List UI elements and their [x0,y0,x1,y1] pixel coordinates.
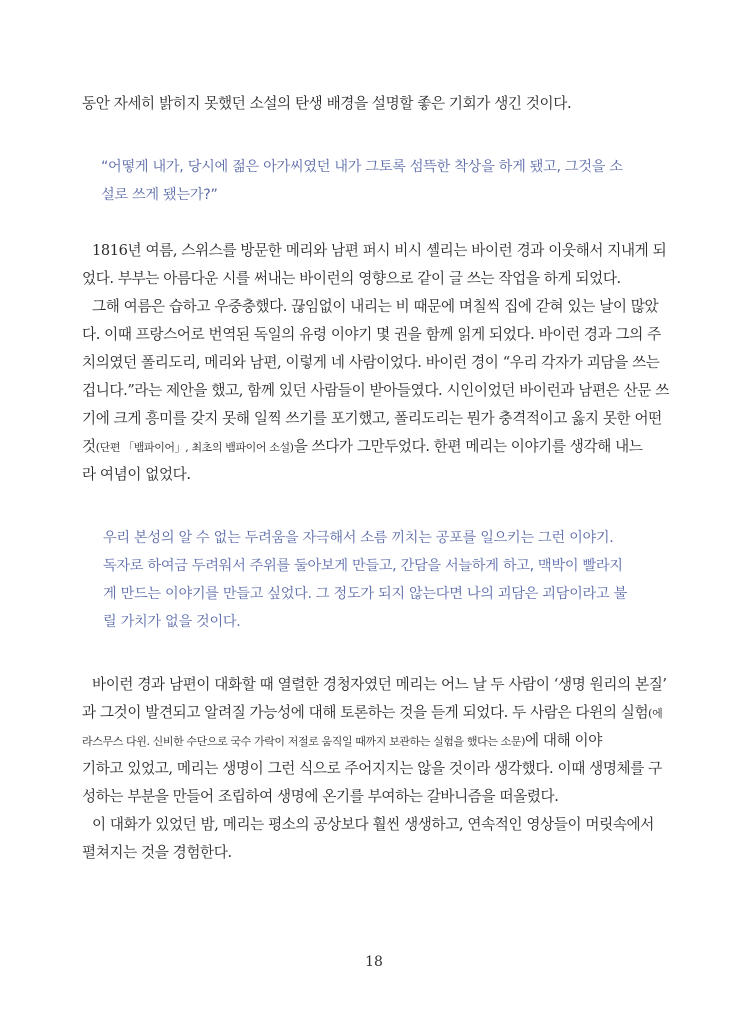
p3-line2-note: (에 [648,707,663,720]
p3-line1: 바이런 경과 남편이 대화할 때 열렬한 경청자였던 메리는 어느 날 두 사람이 ‘생명 원리의 본질’ [92,676,667,693]
p2-line6-start: 것 [82,438,96,455]
p3-line4: 기하고 있었고, 메리는 생명이 그런 식으로 주어지지는 않을 것이라 생각했다. 이때 생명체를 구 [82,760,662,777]
p3-line5: 성하는 부분을 만들어 조립하여 생명에 온기를 부여하는 갈바니즘을 떠올렸다. [82,788,559,805]
p1-line1: 1816년 여름, 스위스를 방문한 메리와 남편 퍼시 비시 셸리는 바이런 경과 이웃해서 지내게 되 [92,242,667,259]
quote1-line1: “어떻게 내가, 당시에 젊은 아가씨였던 내가 그토록 섬뜩한 착상을 하게 됐고, 그것을 소 [101,159,623,175]
quote2-line1: 우리 본성의 알 수 없는 두려움을 자극해서 소름 끼치는 공포를 일으키는 그런 이야기. [103,530,614,546]
p3-line2-start: 과 그것이 발견되고 알려질 가능성에 대해 토론하는 것을 듣게 되었다. 두 사람은 다윈의 실험 [82,704,649,721]
p3-line3 [82,732,602,751]
p4-line2: 펼쳐지는 것을 경험한다. [82,844,232,861]
p2-line4: 겁니다.”라는 제안을 했고, 함께 있던 사람들이 받아들였다. 시인이었던 바이런과 남편은 산문 쓰 [82,382,669,399]
p3-line3-end: 에 대해 이야 [524,732,602,749]
quote1-line2: 설로 쓰게 됐는가?” [101,187,218,203]
intro-line: 동안 자세히 밝히지 못했던 소설의 탄생 배경을 설명할 좋은 기회가 생긴 것이다. [82,95,572,112]
p3-line2 [82,704,662,723]
p4-line1: 이 대화가 있었던 밤, 메리는 평소의 공상보다 훨씬 생생하고, 연속적인 영상들이 머릿속에서 [92,816,654,833]
p2-line6-note: (단편 「뱀파이어」, 최초의 뱀파이어 소설) [95,441,294,454]
p2-line2: 다. 이때 프랑스어로 번역된 독일의 유령 이야기 몇 권을 함께 읽게 되었다. 바이런 경과 그의 주 [82,326,661,343]
quote2-line2: 독자로 하여금 두려워서 주위를 둘아보게 만들고, 간담을 서늘하게 하고, 맥박이 빨라지 [103,558,623,574]
p2-line1: 그해 여름은 습하고 우중충했다. 끊임없이 내리는 비 때문에 며칠씩 집에 갇혀 있는 날이 많았 [92,298,659,315]
p2-line6 [82,438,643,457]
p2-line7: 라 여념이 없었다. [82,466,191,483]
p1-line2: 었다. 부부는 아름다운 시를 써내는 바이런의 영향으로 같이 글 쓰는 작업을 하게 되었다. [82,270,621,287]
quote2-line4: 릴 가치가 없을 것이다. [103,614,241,630]
p3-line3-note: 라스무스 다윈. 신비한 수단으로 국수 가락이 저절로 움직일 때까지 보관하는 실험을 했다는 소문) [82,735,525,748]
p2-line3: 치의였던 폴리도리, 메리와 남편, 이렇게 네 사람이었다. 바이런 경이 “우리 각자가 괴담을 쓰는 [82,354,660,371]
p2-line5: 기에 크게 흥미를 갖지 못해 일찍 쓰기를 포기했고, 폴리도리는 뭔가 충격적이고 옳지 못한 어떤 [82,410,662,427]
p2-line6-end: 을 쓰다가 그만두었다. 한편 메리는 이야기를 생각해 내느 [293,438,643,455]
page-number: 18 [365,954,383,970]
quote2-line3: 게 만드는 이야기를 만들고 싶었다. 그 정도가 되지 않는다면 나의 괴담은 괴담이라고 불 [103,586,627,602]
